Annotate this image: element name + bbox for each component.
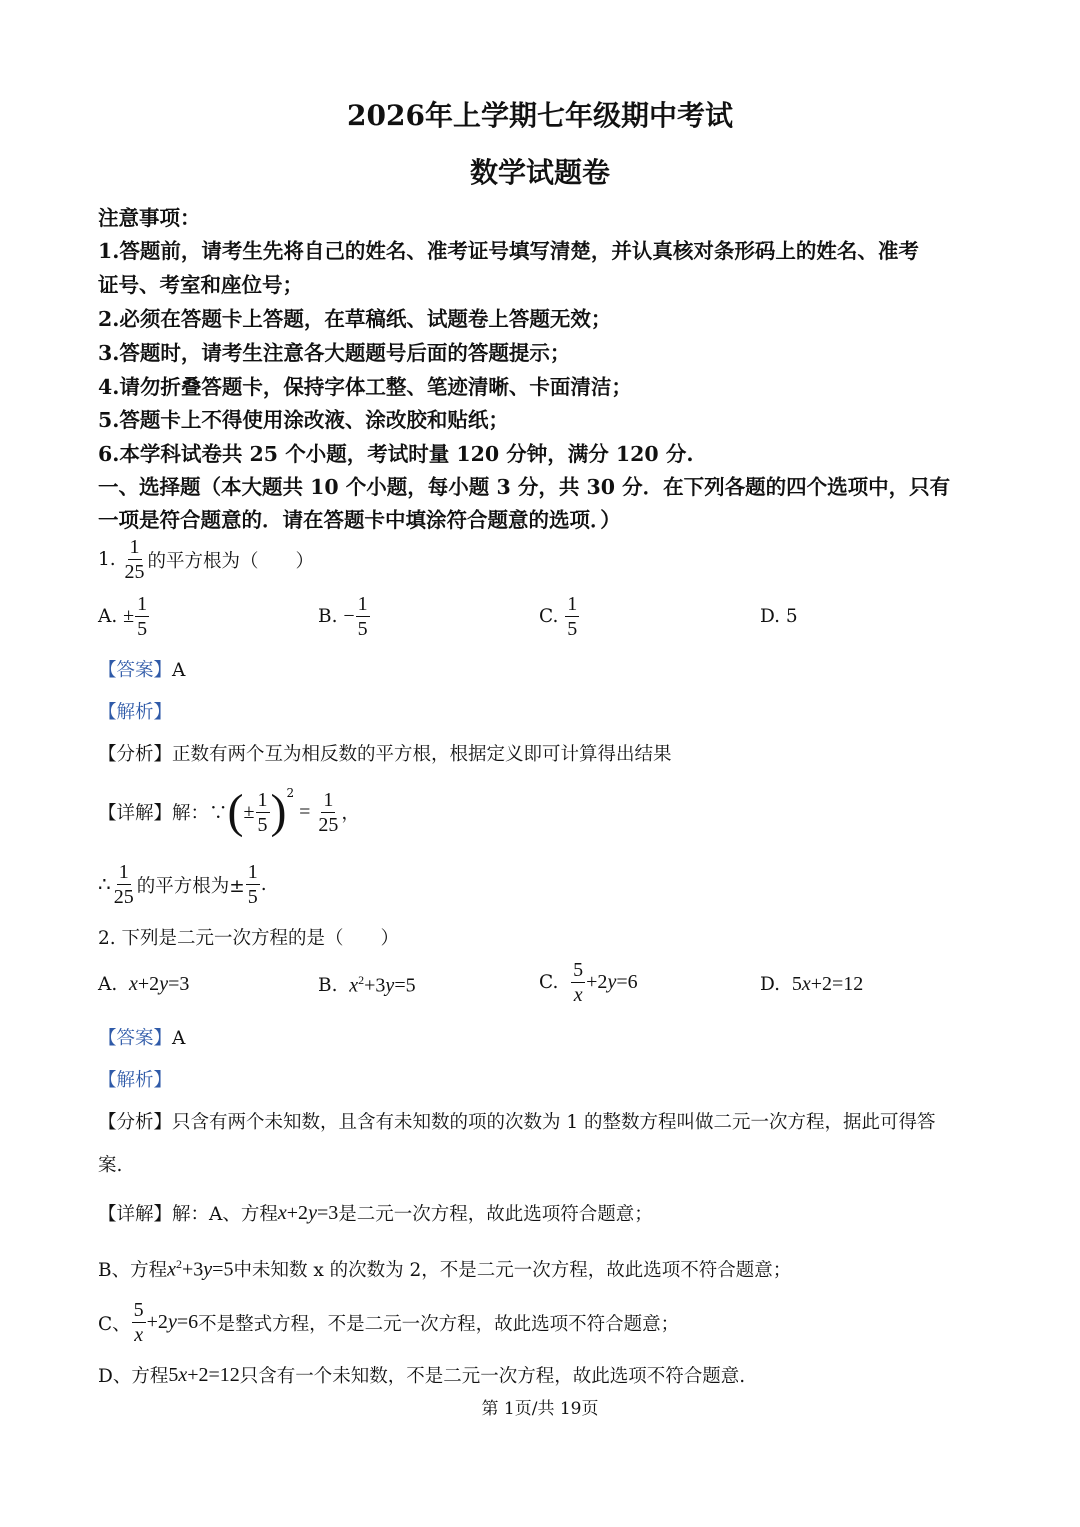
q1-option-c[interactable]: C. $\frac{1}{5}$ bbox=[539, 593, 578, 640]
q1-detail: 【详解】 解：∵ ( ± $\frac{1}{5}$ ) $^2$ = $\frac{1}{25}$ ， bbox=[98, 785, 360, 838]
q2-option-b[interactable]: B. $x^2+3y=5$ bbox=[318, 973, 416, 997]
q2-fenxi: 【分析】只含有两个未知数，且含有未知数的项的次数为 1 的整数方程叫做二元一次方程，据此可得答 bbox=[98, 1112, 936, 1133]
q2-detail-a: 【详解】 解：A、方程 x+2y=3 是二元一次方程，故此选项符合题意； bbox=[98, 1201, 653, 1225]
q2-option-c[interactable]: C. $\frac{5}{x}$ +2y=6 bbox=[539, 959, 638, 1006]
q2-option-a[interactable]: A. x+2y=3 bbox=[98, 973, 190, 995]
notice-item-1: 1.答题前，请考生先将自己的姓名、准考证号填写清楚，并认真核对条形码上的姓名、准考 bbox=[98, 239, 919, 263]
notice-item-4: 4.请勿折叠答题卡，保持字体工整、笔迹清晰、卡面清洁； bbox=[98, 375, 632, 399]
q1-fenxi: 【分析】正数有两个互为相反数的平方根，根据定义即可计算得出结果 bbox=[98, 744, 672, 765]
q2-detail-d: D、方程 5x+2=12 只含有一个未知数，不是二元一次方程，故此选项不符合题意. bbox=[98, 1363, 746, 1387]
q1-conclusion: ∴ $\frac{1}{25}$ 的平方根为± $\frac{1}{5}$ . bbox=[98, 861, 267, 908]
page-subtitle: 数学试题卷 bbox=[469, 156, 610, 189]
page-title: 2026年上学期七年级期中考试 bbox=[347, 99, 733, 132]
q1-option-d[interactable]: D. 5 bbox=[760, 606, 798, 627]
page-footer: 第 1页/共 19页 bbox=[481, 1399, 599, 1419]
question-2: 2. 下列是二元一次方程的是（ ） bbox=[98, 928, 400, 949]
q2-option-d[interactable]: D. 5x+2=12 bbox=[760, 973, 864, 995]
q2-detail-b: B、方程 $x^2+3y=5$ 中未知数 x 的次数为 2，不是二元一次方程，故此选项不符合题意； bbox=[98, 1256, 792, 1281]
notice-item-3: 3.答题时，请考生注意各大题题号后面的答题提示； bbox=[98, 341, 571, 365]
q2-fenxi-cont: 案. bbox=[98, 1155, 123, 1176]
q2-detail-c: C、 $\frac{5}{x}$ +2y=6 不是整式方程，不是二元一次方程，故此选项不符合题意； bbox=[98, 1299, 680, 1346]
q1-analysis-label: 【解析】 bbox=[98, 702, 173, 723]
section-heading: 一、选择题（本大题共 10 个小题，每小题 3 分，共 30 分．在下列各题的四个选项中，只有 bbox=[98, 475, 951, 499]
q1-option-a[interactable]: A. ± $\frac{1}{5}$ bbox=[98, 593, 148, 640]
question-1: 1. $\frac{1}{25}$ 的平方根为（ ） bbox=[98, 536, 315, 583]
fraction-1-25: $\frac{1}{25}$ bbox=[124, 536, 145, 583]
q2-answer: 【答案】A bbox=[98, 1028, 186, 1049]
notice-heading: 注意事项： bbox=[98, 206, 201, 230]
q1-answer: 【答案】A bbox=[98, 660, 186, 681]
notice-item-1-cont: 证号、考室和座位号； bbox=[98, 273, 303, 297]
notice-item-5: 5.答题卡上不得使用涂改液、涂改胶和贴纸； bbox=[98, 408, 509, 432]
q2-analysis-label: 【解析】 bbox=[98, 1070, 173, 1091]
q1-option-b[interactable]: B. − $\frac{1}{5}$ bbox=[318, 593, 368, 640]
notice-item-6: 6.本学科试卷共 25 个小题，考试时量 120 分钟，满分 120 分. bbox=[98, 442, 694, 466]
notice-item-2: 2.必须在答题卡上答题，在草稿纸、试题卷上答题无效； bbox=[98, 307, 612, 331]
section-heading-cont: 一项是符合题意的．请在答题卡中填涂符合题意的选项．） bbox=[98, 508, 621, 532]
